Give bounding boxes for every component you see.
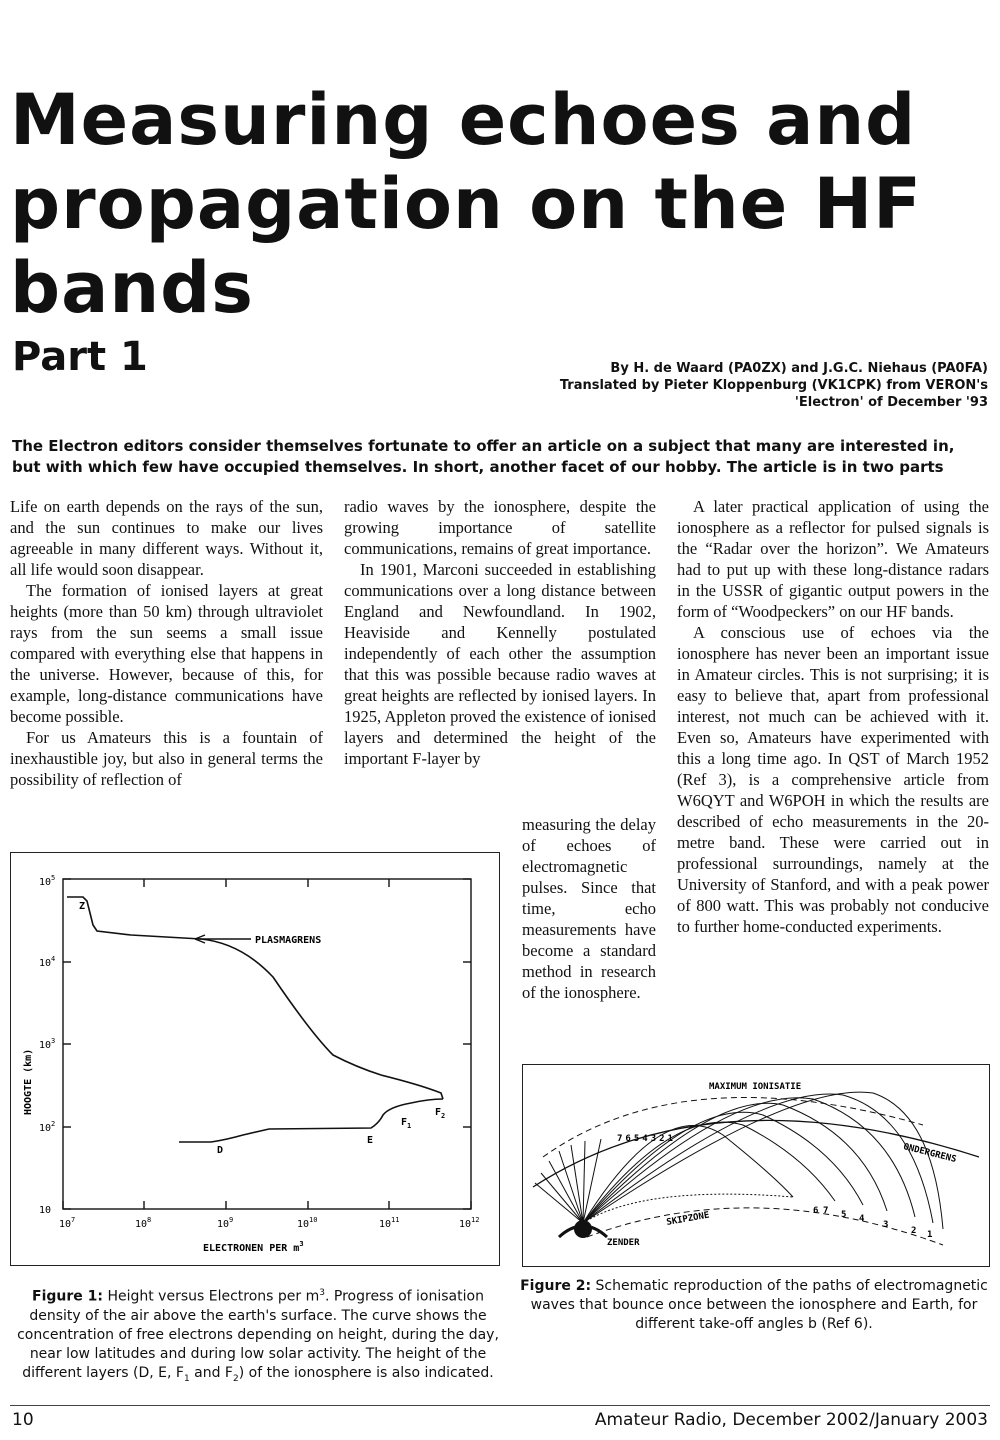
ground-number: 4 <box>859 1214 865 1224</box>
byline-translator: Translated by Pieter Kloppenburg (VK1CPK) from VERON's <box>559 378 988 393</box>
y-tick-label: $10^5$ <box>39 874 56 888</box>
paragraph: A later practical application of using the ionosphere as a reflector for pulsed signals is the “Radar over the horizon”. We Amateurs had to put up with these long-distance radars in the USSR of gigantic output powers in the form of “Woodpeckers” on our HF bands. <box>677 497 989 621</box>
skipzone-line <box>587 1208 943 1245</box>
y-tick-label: 10 <box>39 1205 52 1216</box>
figure-2 <box>522 1064 990 1267</box>
d-layer-label: D <box>217 1145 224 1156</box>
angle-numbers: 7 6 5 4 3 2 1 <box>617 1134 673 1144</box>
magazine-issue: Amateur Radio, December 2002/January 2003 <box>594 1410 988 1430</box>
x-tick-label: $10^8$ <box>135 1216 152 1230</box>
figure-1-caption: Figure 1: Height versus Electrons per $m^3$. Progress of ionisation density of the air above the earth's surface. The curve shows the concentration of free electrons depending on height, during the day, near low latitudes and during low solar activity. The height of the different layers (D, E, $F_1$ and $F_2$) of the ionosphere is also indicated. <box>17 1288 499 1384</box>
figure-1-graph <box>11 853 499 1265</box>
e-layer-label: E <box>367 1135 374 1146</box>
ray-path <box>583 1125 793 1223</box>
max-ionisation-line <box>543 1097 923 1157</box>
ground-number: 3 <box>883 1220 889 1230</box>
paragraph: In 1901, Marconi succeeded in establishing communications over a long distance between England and Newfoundland. In 1902, Heaviside and Kennelly postulated independently of each other the assumption that this was possible because radio waves at great heights are reflected by ionised layers. In 1925, Appleton proved the existence of ionised layers and determined the height of the important F-layer by <box>344 560 656 768</box>
body-column-2 <box>344 496 656 769</box>
page-number: 10 <box>12 1410 34 1430</box>
body-column-1 <box>10 496 323 790</box>
byline-source: 'Electron' of December '93 <box>794 395 988 410</box>
transmitter-icon <box>574 1220 592 1238</box>
plasmagrens-label: PLASMAGRENS <box>255 935 322 946</box>
body-column-2-continued <box>522 814 656 1003</box>
figure-2-caption: Figure 2: Schematic reproduction of the paths of electromagnetic waves that bounce once between the ionosphere and Earth, for different take-off angles b (Ref 6). <box>520 1278 988 1332</box>
f2-layer-label: $F_2$ <box>435 1107 446 1120</box>
ray-path <box>583 1092 943 1229</box>
max-ionisation-label: MAXIMUM IONISATIE <box>709 1082 802 1092</box>
x-tick-label: $10^{10}$ <box>297 1216 318 1230</box>
plot-frame <box>63 879 471 1209</box>
x-tick-label: $10^9$ <box>217 1216 234 1230</box>
f1-layer-label: $F_1$ <box>401 1117 412 1130</box>
figure-1 <box>10 852 500 1266</box>
zender-label: ZENDER <box>607 1238 640 1248</box>
paragraph: The formation of ionised layers at great heights (more than 50 km) through ultraviolet rays from the sun seems a small issue compared with everything else that happens in the universe. However, because of this, for example, long-distance communications have become possible. <box>10 581 323 726</box>
paragraph: A conscious use of echoes via the ionosphere has never been an important issue in Amateur circles. This is not surprising; it is easy to believe that, apart from professional interest, not much can be achieved with it. Even so, Amateurs have experimented with this a long time ago. In QST of March 1952 (Ref 3), is a comprehensive article from W6QYT and W6POH in which the results are described of echo measurements in the 20-metre band. These were carried out in professional surroundings, namely at the University of Stanford, and with a peak power of 800 watt. This was probably not conducive to further home-conducted experiments. <box>677 623 989 936</box>
x-axis-label: ELECTRONEN PER $m^3$ <box>203 1240 304 1254</box>
y-axis-label: HOOGTE (km) <box>23 1048 34 1115</box>
y-tick-label: $10^3$ <box>39 1037 56 1051</box>
x-tick-label: $10^7$ <box>59 1216 76 1230</box>
upper-curve <box>67 897 443 1099</box>
article-part: Part 1 <box>12 334 148 380</box>
skipzone-label: SKIPZONE <box>665 1210 711 1228</box>
paragraph: radio waves by the ionosphere, despite the growing importance of satellite communications, remains of great importance. <box>344 497 656 558</box>
ground-number: 1 <box>927 1230 933 1240</box>
ground-number: 7 <box>823 1206 829 1216</box>
caption-label: Figure 1: <box>32 1288 103 1305</box>
y-tick-label: $10^2$ <box>39 1120 56 1134</box>
byline-authors: By H. de Waard (PA0ZX) and J.G.C. Niehaus (PA0FA) <box>610 361 988 376</box>
byline <box>560 360 988 411</box>
x-tick-label: $10^{11}$ <box>379 1216 400 1230</box>
ondergrens-label: ONDERGRENS <box>902 1142 958 1166</box>
ground-number: 5 <box>841 1210 847 1220</box>
ray-path <box>583 1098 915 1223</box>
ground-number: 2 <box>911 1226 917 1236</box>
x-tick-label: $10^{12}$ <box>459 1216 480 1230</box>
footer-rule <box>10 1405 990 1406</box>
paragraph: measuring the delay of echoes of electromagnetic pulses. Since that time, echo measurements have become a standard method in research of the ionosphere. <box>522 815 656 1002</box>
body-column-3 <box>677 496 989 937</box>
paragraph: For us Amateurs this is a fountain of inexhaustible joy, but also in general terms the possibility of reflection of <box>10 728 323 789</box>
paragraph: Life on earth depends on the rays of the sun, and the sun continues to make our lives agreeable in many different ways. Without it, all life would soon disappear. <box>10 497 323 579</box>
ground-number: 6 <box>813 1206 819 1216</box>
article-title: Measuring echoes and propagation on the HF bands <box>10 79 922 329</box>
y-tick-label: $10^4$ <box>39 955 56 969</box>
intro-paragraph: The Electron editors consider themselves fortunate to offer an article on a subject that many are interested in, but with which few have occupied themselves. In short, another facet of our hobby. The article is in two parts <box>12 437 955 476</box>
figure-2-diagram <box>523 1065 989 1266</box>
caption-label: Figure 2: <box>520 1278 592 1294</box>
z-label: Z <box>79 901 86 912</box>
